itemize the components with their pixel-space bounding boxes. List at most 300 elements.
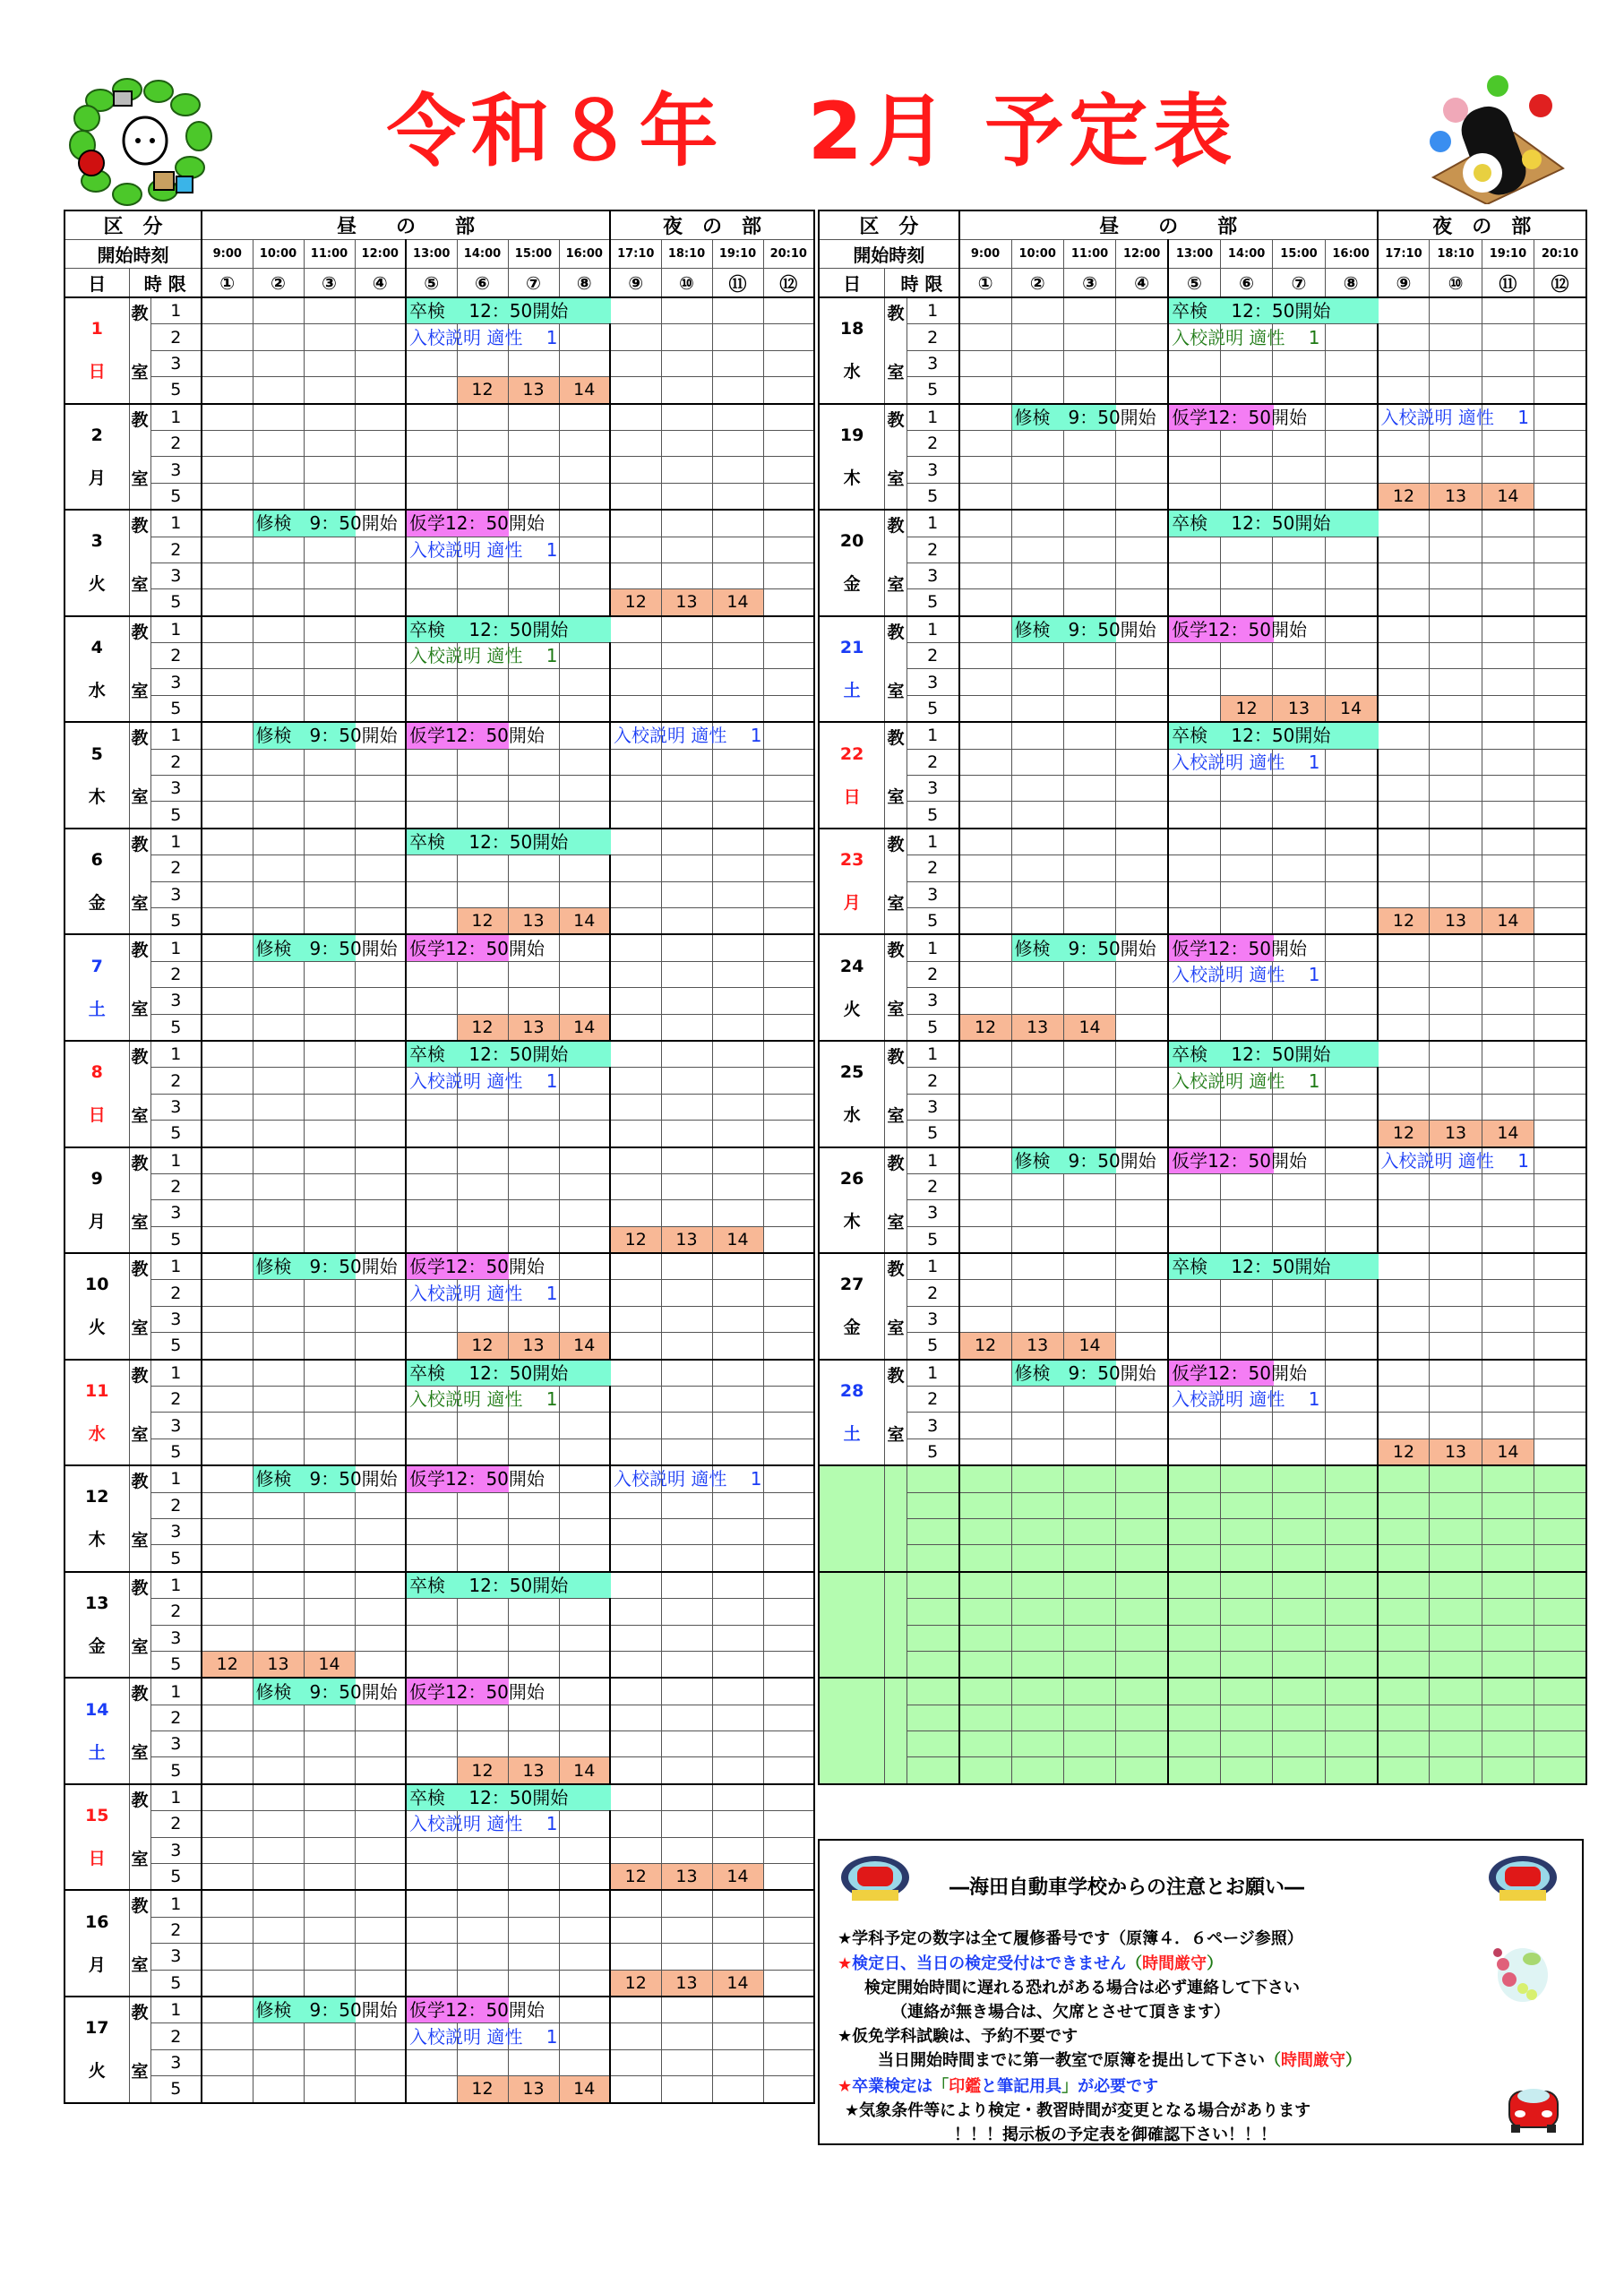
schedule-cell[interactable]: [406, 537, 558, 563]
lecture-number-cell[interactable]: 12: [610, 1226, 661, 1253]
schedule-cell[interactable]: [559, 695, 610, 722]
provisional-exam-event[interactable]: 仮学12：50開始: [1172, 937, 1307, 959]
schedule-cell[interactable]: [1116, 961, 1168, 987]
schedule-cell[interactable]: [1273, 643, 1325, 669]
schedule-cell[interactable]: [508, 1413, 559, 1438]
schedule-cell[interactable]: [1116, 1068, 1168, 1094]
schedule-cell[interactable]: [763, 1492, 814, 1518]
schedule-cell[interactable]: [1482, 324, 1534, 350]
schedule-cell[interactable]: [661, 934, 712, 961]
schedule-cell[interactable]: [610, 907, 661, 934]
completion-exam-event[interactable]: 修検 9：50開始: [255, 725, 398, 747]
schedule-cell[interactable]: [610, 802, 661, 829]
schedule-cell[interactable]: [457, 1890, 508, 1917]
schedule-cell[interactable]: [457, 483, 508, 510]
schedule-cell[interactable]: [1011, 829, 1063, 855]
schedule-cell[interactable]: [712, 510, 763, 537]
schedule-cell[interactable]: [763, 1651, 814, 1678]
provisional-exam-event[interactable]: 仮学12：50開始: [1172, 1361, 1307, 1384]
schedule-cell[interactable]: [610, 297, 661, 324]
schedule-cell[interactable]: [202, 1360, 253, 1387]
schedule-cell[interactable]: [202, 749, 253, 775]
schedule-cell[interactable]: [559, 643, 610, 669]
schedule-cell[interactable]: [1534, 749, 1586, 775]
schedule-cell[interactable]: [763, 722, 814, 749]
lecture-number-cell[interactable]: 14: [712, 589, 763, 616]
schedule-cell[interactable]: [253, 1041, 304, 1068]
schedule-cell[interactable]: [304, 1492, 355, 1518]
schedule-cell[interactable]: [304, 430, 355, 456]
schedule-cell[interactable]: [1534, 695, 1586, 722]
enrollment-briefing-event[interactable]: 入校説明 適性 1: [409, 1813, 558, 1835]
schedule-cell[interactable]: [1325, 1068, 1377, 1094]
schedule-cell[interactable]: [508, 749, 559, 775]
schedule-cell[interactable]: [1273, 1280, 1325, 1306]
schedule-cell[interactable]: [457, 1705, 508, 1730]
schedule-cell[interactable]: [1011, 297, 1063, 324]
schedule-cell[interactable]: [1325, 907, 1377, 934]
schedule-cell[interactable]: [959, 350, 1011, 376]
schedule-cell[interactable]: [712, 1147, 763, 1174]
schedule-cell[interactable]: [355, 669, 406, 695]
schedule-cell[interactable]: [1534, 1360, 1586, 1387]
schedule-cell[interactable]: [1378, 537, 1430, 563]
schedule-cell[interactable]: [1482, 297, 1534, 324]
schedule-cell[interactable]: [406, 430, 457, 456]
schedule-cell[interactable]: [559, 1837, 610, 1863]
schedule-cell[interactable]: [1430, 695, 1482, 722]
schedule-cell[interactable]: [1325, 616, 1377, 643]
schedule-cell[interactable]: [355, 749, 406, 775]
schedule-cell[interactable]: [202, 1837, 253, 1863]
schedule-cell[interactable]: [1534, 1014, 1586, 1041]
schedule-cell[interactable]: [508, 483, 559, 510]
schedule-cell[interactable]: [1116, 324, 1168, 350]
schedule-cell[interactable]: [304, 855, 355, 881]
schedule-cell[interactable]: [355, 1200, 406, 1226]
schedule-cell[interactable]: [610, 1651, 661, 1678]
schedule-cell[interactable]: [1482, 722, 1534, 749]
schedule-cell[interactable]: [1011, 1147, 1156, 1174]
schedule-cell[interactable]: [712, 2049, 763, 2075]
schedule-cell[interactable]: [202, 483, 253, 510]
schedule-cell[interactable]: [202, 1625, 253, 1651]
schedule-cell[interactable]: [304, 1731, 355, 1757]
schedule-cell[interactable]: [763, 643, 814, 669]
schedule-cell[interactable]: [1011, 643, 1063, 669]
schedule-cell[interactable]: [661, 1572, 712, 1599]
schedule-cell[interactable]: [1011, 563, 1063, 588]
schedule-cell[interactable]: [508, 430, 559, 456]
lecture-number-cell[interactable]: 12: [457, 377, 508, 404]
schedule-cell[interactable]: [1430, 457, 1482, 483]
schedule-cell[interactable]: [1220, 855, 1272, 881]
schedule-cell[interactable]: [1534, 1226, 1586, 1253]
schedule-cell[interactable]: [508, 1705, 559, 1730]
provisional-exam-event[interactable]: 仮学12：50開始: [409, 1680, 545, 1703]
schedule-cell[interactable]: [959, 616, 1011, 643]
schedule-cell[interactable]: [304, 1572, 355, 1599]
lecture-number-cell[interactable]: 12: [1220, 695, 1272, 722]
schedule-cell[interactable]: [1325, 350, 1377, 376]
schedule-cell[interactable]: [610, 1200, 661, 1226]
schedule-cell[interactable]: [253, 1306, 304, 1332]
schedule-cell[interactable]: [202, 1917, 253, 1943]
schedule-cell[interactable]: [304, 643, 355, 669]
schedule-cell[interactable]: [559, 430, 610, 456]
lecture-number-cell[interactable]: 12: [457, 907, 508, 934]
schedule-cell[interactable]: [763, 1360, 814, 1387]
schedule-cell[interactable]: [1273, 855, 1325, 881]
schedule-cell[interactable]: [253, 1387, 304, 1413]
schedule-cell[interactable]: [202, 616, 253, 643]
schedule-cell[interactable]: [202, 2049, 253, 2075]
schedule-cell[interactable]: [1378, 722, 1430, 749]
schedule-cell[interactable]: [1168, 669, 1220, 695]
schedule-cell[interactable]: [1430, 350, 1482, 376]
schedule-cell[interactable]: [1063, 1387, 1115, 1413]
schedule-cell[interactable]: [202, 1014, 253, 1041]
schedule-cell[interactable]: [1325, 1014, 1377, 1041]
schedule-cell[interactable]: [661, 1837, 712, 1863]
schedule-cell[interactable]: [1534, 510, 1586, 537]
schedule-cell[interactable]: [763, 483, 814, 510]
schedule-cell[interactable]: [253, 1864, 304, 1891]
schedule-cell[interactable]: [406, 1625, 457, 1651]
schedule-cell[interactable]: [712, 1041, 763, 1068]
schedule-cell[interactable]: [610, 537, 661, 563]
schedule-cell[interactable]: [1378, 1200, 1430, 1226]
completion-exam-event[interactable]: 修検 9：50開始: [1014, 937, 1156, 959]
lecture-number-cell[interactable]: 14: [1063, 1014, 1115, 1041]
schedule-cell[interactable]: [1430, 1253, 1482, 1280]
schedule-cell[interactable]: [355, 1094, 406, 1120]
schedule-cell[interactable]: [1116, 510, 1168, 537]
schedule-cell[interactable]: [304, 749, 355, 775]
schedule-cell[interactable]: [1325, 430, 1377, 456]
lecture-number-cell[interactable]: 13: [661, 1864, 712, 1891]
schedule-cell[interactable]: [661, 1651, 712, 1678]
schedule-cell[interactable]: [1534, 855, 1586, 881]
schedule-cell[interactable]: [202, 377, 253, 404]
lecture-number-cell[interactable]: 12: [457, 2076, 508, 2103]
schedule-cell[interactable]: [1534, 722, 1586, 749]
schedule-cell[interactable]: [1378, 1068, 1430, 1094]
schedule-cell[interactable]: [959, 430, 1011, 456]
lecture-number-cell[interactable]: 14: [1482, 1121, 1534, 1147]
schedule-cell[interactable]: [1011, 934, 1156, 961]
lecture-number-cell[interactable]: 13: [1430, 907, 1482, 934]
schedule-cell[interactable]: [355, 1413, 406, 1438]
schedule-cell[interactable]: [508, 1944, 559, 1970]
schedule-cell[interactable]: [1116, 907, 1168, 934]
schedule-cell[interactable]: [202, 563, 253, 588]
schedule-cell[interactable]: [1482, 1306, 1534, 1332]
schedule-cell[interactable]: [202, 1890, 253, 1917]
schedule-cell[interactable]: [661, 1705, 712, 1730]
schedule-cell[interactable]: [959, 1280, 1011, 1306]
schedule-cell[interactable]: [457, 1864, 508, 1891]
lecture-number-cell[interactable]: 12: [959, 1014, 1011, 1041]
schedule-cell[interactable]: [959, 776, 1011, 802]
schedule-cell[interactable]: [1482, 881, 1534, 907]
schedule-cell[interactable]: [457, 749, 508, 775]
enrollment-briefing-event[interactable]: 入校説明 適性 1: [409, 645, 558, 667]
schedule-cell[interactable]: [304, 1121, 355, 1147]
schedule-cell[interactable]: [1116, 1253, 1168, 1280]
schedule-cell[interactable]: [406, 404, 457, 431]
schedule-cell[interactable]: [1063, 669, 1115, 695]
schedule-cell[interactable]: [1168, 1014, 1220, 1041]
schedule-cell[interactable]: [559, 1280, 610, 1306]
schedule-cell[interactable]: [1168, 297, 1331, 324]
schedule-cell[interactable]: [763, 1094, 814, 1120]
schedule-cell[interactable]: [1325, 1121, 1377, 1147]
schedule-cell[interactable]: [1534, 829, 1586, 855]
schedule-cell[interactable]: [1430, 537, 1482, 563]
schedule-cell[interactable]: [610, 1173, 661, 1199]
schedule-cell[interactable]: [253, 643, 304, 669]
schedule-cell[interactable]: [457, 1226, 508, 1253]
schedule-cell[interactable]: [712, 1705, 763, 1730]
lecture-number-cell[interactable]: 13: [508, 907, 559, 934]
schedule-cell[interactable]: [1325, 934, 1377, 961]
schedule-cell[interactable]: [355, 961, 406, 987]
schedule-cell[interactable]: [559, 1970, 610, 1997]
schedule-cell[interactable]: [1011, 961, 1063, 987]
schedule-cell[interactable]: [1273, 881, 1325, 907]
schedule-cell[interactable]: [355, 2049, 406, 2075]
schedule-cell[interactable]: [661, 1625, 712, 1651]
schedule-cell[interactable]: [202, 1811, 253, 1837]
schedule-cell[interactable]: [406, 589, 457, 616]
schedule-cell[interactable]: [1063, 537, 1115, 563]
schedule-cell[interactable]: [712, 881, 763, 907]
lecture-number-cell[interactable]: 13: [1430, 483, 1482, 510]
schedule-cell[interactable]: [1116, 749, 1168, 775]
schedule-cell[interactable]: [202, 1545, 253, 1572]
schedule-cell[interactable]: [304, 1811, 355, 1837]
schedule-cell[interactable]: [1116, 881, 1168, 907]
schedule-cell[interactable]: [1378, 1173, 1430, 1199]
schedule-cell[interactable]: [1534, 483, 1586, 510]
schedule-cell[interactable]: [610, 2049, 661, 2075]
schedule-cell[interactable]: [1273, 589, 1325, 616]
schedule-cell[interactable]: [1063, 829, 1115, 855]
schedule-cell[interactable]: [1168, 881, 1220, 907]
schedule-cell[interactable]: [559, 2023, 610, 2049]
schedule-cell[interactable]: [959, 855, 1011, 881]
provisional-exam-event[interactable]: 仮学12：50開始: [409, 1256, 545, 1278]
schedule-cell[interactable]: [1116, 1094, 1168, 1120]
schedule-cell[interactable]: [508, 563, 559, 588]
schedule-cell[interactable]: [508, 457, 559, 483]
schedule-cell[interactable]: [304, 988, 355, 1014]
schedule-cell[interactable]: [763, 802, 814, 829]
schedule-cell[interactable]: [508, 589, 559, 616]
schedule-cell[interactable]: [1534, 297, 1586, 324]
schedule-cell[interactable]: [304, 589, 355, 616]
schedule-cell[interactable]: [406, 324, 558, 350]
schedule-cell[interactable]: [202, 1731, 253, 1757]
schedule-cell[interactable]: [406, 776, 457, 802]
schedule-cell[interactable]: [1168, 483, 1220, 510]
schedule-cell[interactable]: [1273, 1306, 1325, 1332]
schedule-cell[interactable]: [1325, 829, 1377, 855]
schedule-cell[interactable]: [304, 1917, 355, 1943]
schedule-cell[interactable]: [959, 829, 1011, 855]
schedule-cell[interactable]: [763, 589, 814, 616]
schedule-cell[interactable]: [1063, 749, 1115, 775]
schedule-cell[interactable]: [610, 643, 661, 669]
schedule-cell[interactable]: [304, 1200, 355, 1226]
schedule-cell[interactable]: [457, 855, 508, 881]
schedule-cell[interactable]: [1220, 1226, 1272, 1253]
schedule-cell[interactable]: [959, 1094, 1011, 1120]
schedule-cell[interactable]: [508, 1545, 559, 1572]
schedule-cell[interactable]: [1273, 1413, 1325, 1438]
graduation-exam-event[interactable]: 卒検 12：50開始: [409, 618, 569, 640]
schedule-cell[interactable]: [559, 324, 610, 350]
schedule-cell[interactable]: [763, 749, 814, 775]
schedule-cell[interactable]: [1168, 404, 1307, 431]
schedule-cell[interactable]: [1063, 324, 1115, 350]
schedule-cell[interactable]: [559, 776, 610, 802]
lecture-number-cell[interactable]: 14: [712, 1864, 763, 1891]
schedule-cell[interactable]: [304, 695, 355, 722]
graduation-exam-event[interactable]: 卒検 12：50開始: [409, 1787, 569, 1809]
schedule-cell[interactable]: [406, 695, 457, 722]
schedule-cell[interactable]: [508, 2049, 559, 2075]
schedule-cell[interactable]: [1063, 483, 1115, 510]
schedule-cell[interactable]: [661, 1678, 712, 1705]
schedule-cell[interactable]: [253, 457, 304, 483]
schedule-cell[interactable]: [253, 1944, 304, 1970]
schedule-cell[interactable]: [959, 1306, 1011, 1332]
schedule-cell[interactable]: [1325, 589, 1377, 616]
schedule-cell[interactable]: [253, 324, 304, 350]
schedule-cell[interactable]: [1063, 961, 1115, 987]
schedule-cell[interactable]: [959, 1253, 1011, 1280]
schedule-cell[interactable]: [304, 1970, 355, 1997]
schedule-cell[interactable]: [1325, 1173, 1377, 1199]
schedule-cell[interactable]: [1168, 1253, 1331, 1280]
schedule-cell[interactable]: [661, 1757, 712, 1784]
schedule-cell[interactable]: [406, 1413, 457, 1438]
schedule-cell[interactable]: [253, 722, 398, 749]
schedule-cell[interactable]: [253, 1253, 398, 1280]
schedule-cell[interactable]: [1534, 1438, 1586, 1465]
schedule-cell[interactable]: [1063, 1306, 1115, 1332]
schedule-cell[interactable]: [661, 829, 712, 855]
schedule-cell[interactable]: [1325, 669, 1377, 695]
schedule-cell[interactable]: [661, 297, 712, 324]
schedule-cell[interactable]: [508, 855, 559, 881]
schedule-cell[interactable]: [1534, 350, 1586, 376]
schedule-cell[interactable]: [1063, 1094, 1115, 1120]
schedule-cell[interactable]: [1378, 855, 1430, 881]
schedule-cell[interactable]: [763, 297, 814, 324]
schedule-cell[interactable]: [1273, 483, 1325, 510]
schedule-cell[interactable]: [1168, 1094, 1220, 1120]
schedule-cell[interactable]: [712, 430, 763, 456]
schedule-cell[interactable]: [406, 377, 457, 404]
schedule-cell[interactable]: [661, 1438, 712, 1465]
schedule-cell[interactable]: [1534, 563, 1586, 588]
schedule-cell[interactable]: [763, 1518, 814, 1544]
schedule-cell[interactable]: [406, 1944, 457, 1970]
schedule-cell[interactable]: [763, 1625, 814, 1651]
schedule-cell[interactable]: [610, 350, 661, 376]
schedule-cell[interactable]: [253, 510, 398, 537]
schedule-cell[interactable]: [406, 749, 457, 775]
schedule-cell[interactable]: [1116, 1280, 1168, 1306]
schedule-cell[interactable]: [712, 457, 763, 483]
schedule-cell[interactable]: [763, 961, 814, 987]
schedule-cell[interactable]: [406, 1465, 545, 1492]
schedule-cell[interactable]: [253, 1226, 304, 1253]
schedule-cell[interactable]: [661, 907, 712, 934]
schedule-cell[interactable]: [355, 1625, 406, 1651]
schedule-cell[interactable]: [406, 457, 457, 483]
schedule-cell[interactable]: [406, 510, 545, 537]
schedule-cell[interactable]: [1011, 1438, 1063, 1465]
schedule-cell[interactable]: [1482, 1200, 1534, 1226]
schedule-cell[interactable]: [712, 907, 763, 934]
schedule-cell[interactable]: [661, 749, 712, 775]
schedule-cell[interactable]: [202, 510, 253, 537]
schedule-cell[interactable]: [1063, 377, 1115, 404]
schedule-cell[interactable]: [959, 1068, 1011, 1094]
schedule-cell[interactable]: [1482, 537, 1534, 563]
schedule-cell[interactable]: [1534, 1173, 1586, 1199]
schedule-cell[interactable]: [610, 324, 661, 350]
schedule-cell[interactable]: [1325, 1094, 1377, 1120]
schedule-cell[interactable]: [959, 961, 1011, 987]
schedule-cell[interactable]: [1430, 1333, 1482, 1360]
lecture-number-cell[interactable]: 14: [559, 377, 610, 404]
schedule-cell[interactable]: [1273, 1121, 1325, 1147]
schedule-cell[interactable]: [202, 1465, 253, 1492]
schedule-cell[interactable]: [1011, 1253, 1063, 1280]
schedule-cell[interactable]: [253, 1438, 304, 1465]
schedule-cell[interactable]: [1325, 1200, 1377, 1226]
schedule-cell[interactable]: [1273, 1200, 1325, 1226]
schedule-cell[interactable]: [406, 1333, 457, 1360]
schedule-cell[interactable]: [1534, 1253, 1586, 1280]
schedule-cell[interactable]: [1430, 1068, 1482, 1094]
schedule-cell[interactable]: [253, 829, 304, 855]
schedule-cell[interactable]: [1378, 1041, 1430, 1068]
schedule-cell[interactable]: [610, 749, 661, 775]
schedule-cell[interactable]: [763, 1226, 814, 1253]
lecture-number-cell[interactable]: 14: [559, 2076, 610, 2103]
schedule-cell[interactable]: [1430, 510, 1482, 537]
schedule-cell[interactable]: [253, 537, 304, 563]
schedule-cell[interactable]: [559, 1678, 610, 1705]
schedule-cell[interactable]: [661, 1599, 712, 1625]
schedule-cell[interactable]: [253, 1784, 304, 1811]
schedule-cell[interactable]: [763, 563, 814, 588]
schedule-cell[interactable]: [1220, 669, 1272, 695]
schedule-cell[interactable]: [712, 776, 763, 802]
schedule-cell[interactable]: [763, 881, 814, 907]
schedule-cell[interactable]: [202, 881, 253, 907]
schedule-cell[interactable]: [457, 404, 508, 431]
schedule-cell[interactable]: [1011, 483, 1063, 510]
schedule-cell[interactable]: [712, 1253, 763, 1280]
schedule-cell[interactable]: [1116, 1306, 1168, 1332]
